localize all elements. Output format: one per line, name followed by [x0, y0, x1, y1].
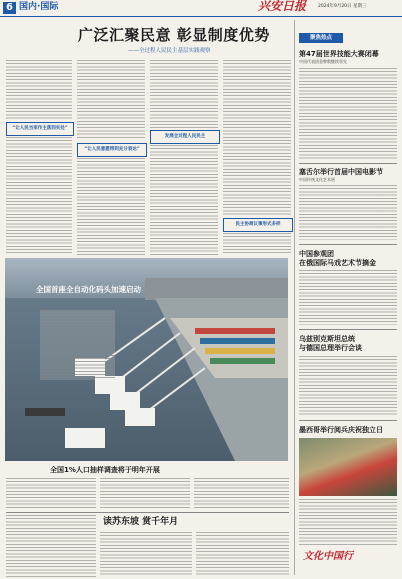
right-divider-4 — [299, 420, 397, 421]
uzbek-headline-2: 与德国总理举行会谈 — [299, 344, 362, 352]
section-name: 国内·国际 — [19, 2, 59, 12]
lead-body-col2 — [77, 60, 145, 140]
circus-body — [299, 270, 397, 325]
lead-body-col2b — [77, 158, 145, 255]
uzbek-body — [299, 356, 397, 416]
culture-column-logo: 文化中国行 — [303, 551, 353, 562]
film-festival-subhead: 中国传统文化艺术展 — [299, 177, 335, 182]
right-divider-2 — [299, 244, 397, 245]
right-divider-3 — [299, 329, 397, 330]
lead-body-col3b — [150, 145, 218, 255]
census-body-2 — [100, 478, 190, 508]
photo-caption-title: 全国首座全自动化码头加速启动 — [36, 285, 141, 294]
quote-box-4 — [223, 218, 293, 232]
census-body-1 — [6, 478, 96, 508]
rural-body-3 — [196, 532, 289, 577]
column-divider — [294, 20, 295, 575]
photo-caption-box — [40, 310, 115, 380]
census-body-3 — [194, 478, 289, 508]
issue-date: 2024年9月20日 星期三 — [318, 4, 367, 9]
quote-box-1 — [6, 122, 74, 136]
newspaper-masthead: 兴安日报 — [258, 0, 307, 13]
circus-headline-1: 中国参观团 — [299, 250, 334, 258]
mexico-parade-photo — [299, 438, 397, 496]
right-column-tag: 聚焦热点 — [299, 33, 343, 43]
world-skills-headline: 第47届世界技能大赛闭幕 — [299, 50, 379, 58]
quote-box-1-text: “让人民当家作主落到实处” — [12, 126, 68, 131]
world-skills-body — [299, 68, 397, 160]
mexico-headline: 墨西哥举行阅兵庆祝独立日 — [299, 426, 383, 434]
lead-body-col1b — [6, 137, 72, 255]
lead-body-col4b — [223, 233, 291, 255]
quote-box-4-text: 民主协商议事形式多样 — [235, 222, 281, 227]
world-skills-subhead: 中国代表团金牌数继续领先 — [299, 59, 347, 64]
rural-headline: 读苏东坡 赏千年月 — [103, 517, 179, 527]
uzbek-headline-1: 乌兹别克斯坦总统 — [299, 335, 355, 343]
right-divider-1 — [299, 163, 397, 164]
rural-body-2 — [100, 532, 192, 577]
census-divider — [6, 512, 289, 513]
lead-headline: 广泛汇聚民意 彰显制度优势 — [78, 26, 270, 44]
quote-box-2-text: “让人民意愿得到充分表达” — [84, 147, 140, 152]
quote-box-3 — [150, 130, 220, 144]
photo-caption-text — [40, 310, 115, 380]
film-festival-headline: 塞舌尔举行首届中国电影节 — [299, 168, 383, 176]
lead-body-col4 — [223, 60, 291, 215]
film-festival-body — [299, 185, 397, 240]
rural-body-1 — [6, 515, 96, 577]
census-headline: 全国1%人口抽样调查将于明年开展 — [50, 466, 160, 474]
lead-body-col3 — [150, 60, 218, 128]
section-number: 6 — [3, 2, 16, 14]
quote-box-2 — [77, 143, 147, 157]
lead-body-col1 — [6, 60, 72, 120]
mexico-body — [299, 499, 397, 545]
circus-headline-2: 在俄国际马戏艺术节摘金 — [299, 259, 376, 267]
quote-box-3-text: 发展全过程人民民主 — [164, 134, 206, 139]
lead-subhead: ——全过程人民民主基层实践观察 — [128, 48, 211, 54]
